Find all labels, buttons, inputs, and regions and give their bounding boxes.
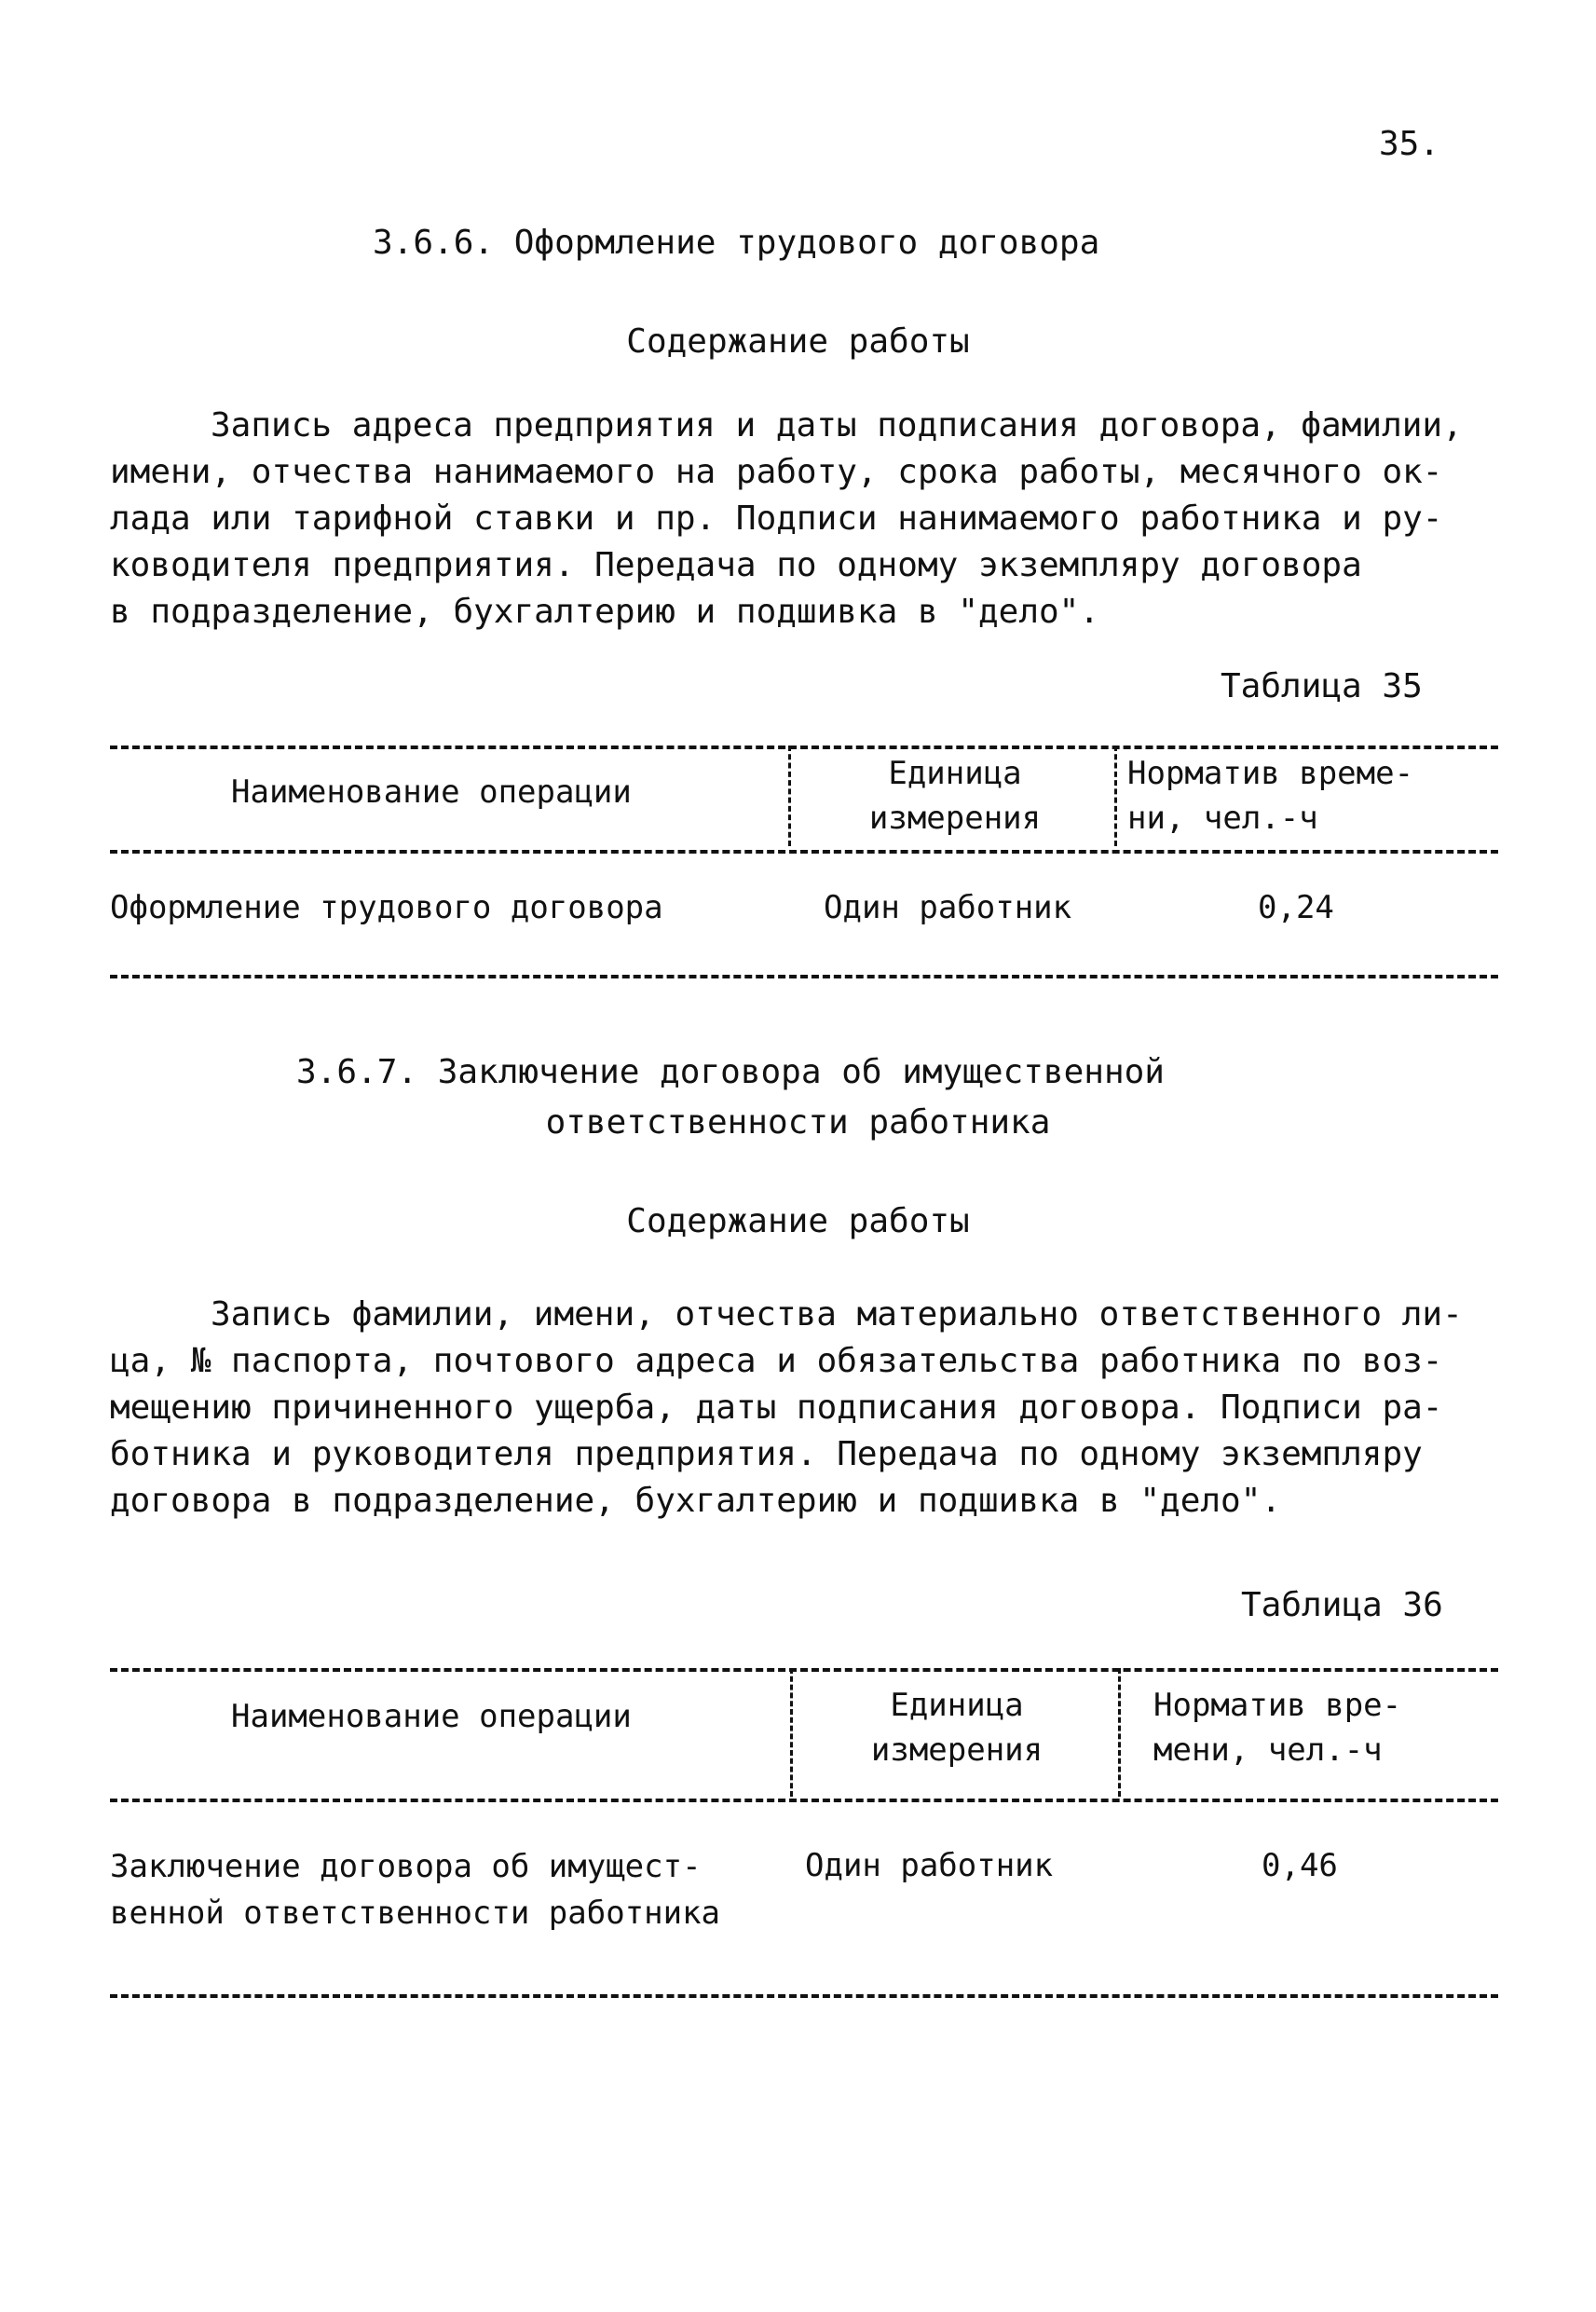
paragraph-line: ководителя предприятия. Передача по одному экземпляру договора — [110, 546, 1362, 584]
column-header: Наименование операции — [231, 773, 632, 811]
table-cell: Заключение договора об имущест- венной ответственности работника — [110, 1848, 721, 1932]
paragraph-line: мещению причиненного ущерба, даты подписания договора. Подписи ра- — [110, 1389, 1443, 1427]
section-heading: ответственности работника — [545, 1103, 1051, 1142]
section-heading: 3.6.6. Оформление трудового договора — [373, 224, 1100, 262]
table-cell: Оформление трудового договора — [110, 889, 663, 926]
table-cell: 0,24 — [1258, 889, 1334, 926]
section-paragraph — [110, 403, 1507, 636]
paragraph-line: Запись фамилии, имени, отчества материально ответственного ли- — [211, 1295, 1463, 1334]
column-header: Единица измерения — [868, 755, 1042, 837]
column-divider — [1118, 1668, 1121, 1797]
column-divider — [1114, 746, 1117, 846]
table-rule — [110, 746, 1498, 749]
table-rule — [110, 1668, 1498, 1672]
paragraph-line: имени, отчества нанимаемого на работу, срока работы, месячного ок- — [110, 453, 1443, 491]
paragraph-line: договора в подразделение, бухгалтерию и подшивка в "дело". — [110, 1482, 1282, 1520]
page-number: 35. — [1379, 125, 1440, 163]
table-rule — [110, 1994, 1498, 1998]
column-divider — [788, 746, 791, 846]
table-cell: Один работник — [824, 889, 1072, 926]
column-header: Наименование операции — [231, 1698, 632, 1735]
column-header: Единица измерения — [870, 1687, 1044, 1769]
paragraph-line: Запись адреса предприятия и даты подписания договора, фамилии, — [211, 406, 1463, 445]
section-heading: 3.6.7. Заключение договора об имущественной — [296, 1053, 1165, 1091]
column-header: Норматив вре- мени, чел.-ч — [1153, 1687, 1402, 1769]
table-rule — [110, 975, 1498, 978]
paragraph-line: ца, № паспорта, почтового адреса и обязательства работника по воз- — [110, 1342, 1443, 1380]
section-paragraph — [110, 1292, 1507, 1525]
paragraph-line: лада или тарифной ставки и пр. Подписи нанимаемого работника и ру- — [110, 499, 1443, 538]
table-label: Таблица 36 — [1241, 1586, 1443, 1624]
table-cell: Один работник — [805, 1847, 1054, 1884]
table-rule — [110, 1799, 1498, 1802]
section-subheading: Содержание работы — [626, 322, 970, 361]
table-label: Таблица 35 — [1221, 667, 1423, 705]
paragraph-line: ботника и руководителя предприятия. Передача по одному экземпляру — [110, 1435, 1423, 1473]
column-divider — [790, 1668, 793, 1797]
table-cell: 0,46 — [1262, 1847, 1338, 1884]
column-header: Норматив време- ни, чел.-ч — [1127, 755, 1414, 837]
paragraph-line: в подразделение, бухгалтерию и подшивка в "дело". — [110, 593, 1100, 631]
section-subheading: Содержание работы — [626, 1202, 970, 1240]
table-rule — [110, 850, 1498, 854]
